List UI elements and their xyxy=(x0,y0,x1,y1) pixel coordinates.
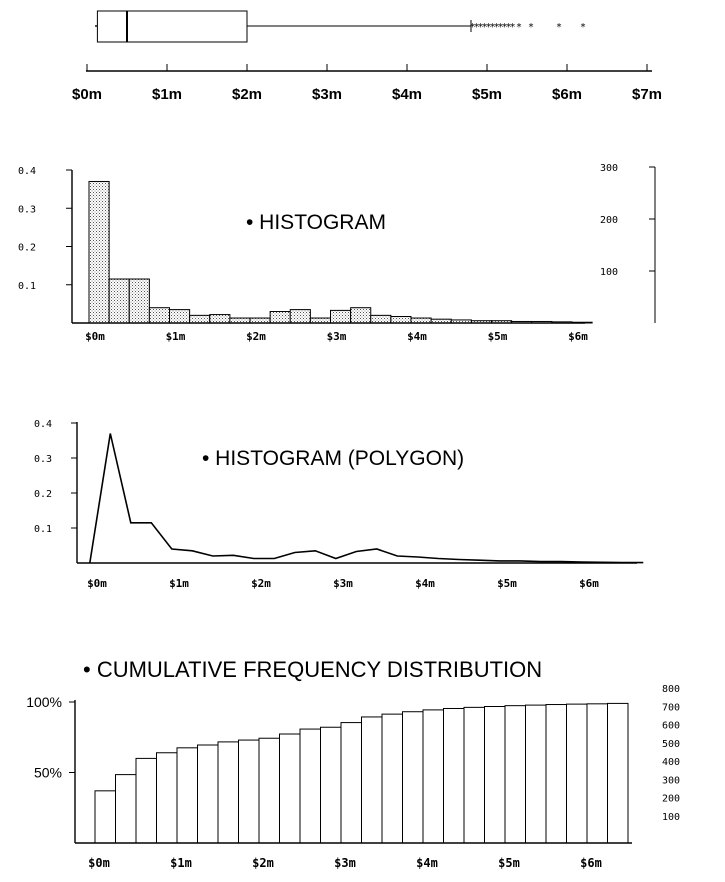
cumulative-right-ticks xyxy=(662,684,680,823)
cumulative-x-ticks xyxy=(88,856,602,870)
boxplot-outlier: * xyxy=(580,22,586,33)
boxplot-outlier: * xyxy=(502,22,508,33)
boxplot-x-tick-label: $6m xyxy=(551,86,583,103)
polygon-x-tick-label: $3m xyxy=(333,577,353,590)
histogram-bar xyxy=(411,318,431,323)
cumulative-bar xyxy=(485,707,506,843)
histogram-bar xyxy=(290,310,310,323)
histogram-bar xyxy=(149,308,169,323)
polygon-y-tick-label: 0.3 xyxy=(34,454,53,465)
cumulative-bar xyxy=(116,775,137,843)
cumulative-bars xyxy=(95,703,628,843)
histogram-x-tick-label: $4m xyxy=(407,330,427,343)
histogram-x-tick-label: $1m xyxy=(165,330,186,343)
histogram-x-tick-label: $6m xyxy=(568,330,588,343)
cumulative-bar xyxy=(239,740,260,843)
histogram-x-tick-label: $0m xyxy=(85,330,105,343)
histogram-bar xyxy=(89,181,109,323)
cumulative-bar xyxy=(608,703,629,843)
histogram-title: • HISTOGRAM xyxy=(246,211,386,234)
histogram-chart xyxy=(18,163,655,343)
histogram-right-tick-label: 300 xyxy=(600,163,619,174)
boxplot-x-tick-label: $3m xyxy=(311,86,343,103)
histogram-y-ticks xyxy=(18,166,72,292)
cumulative-bar xyxy=(464,707,485,843)
cumulative-right-tick-label: 100 xyxy=(662,812,681,823)
cumulative-right-tick-label: 500 xyxy=(662,738,681,750)
histogram-y-tick-label: 0.4 xyxy=(18,166,37,177)
cumulative-bar xyxy=(218,742,239,843)
boxplot-outlier: * xyxy=(506,22,512,33)
cumulative-right-tick-label: 700 xyxy=(662,702,681,714)
histogram-bar xyxy=(371,315,391,323)
cumulative-y-tick-label: 100% xyxy=(26,694,62,710)
histogram-y-tick-label: 0.1 xyxy=(18,280,37,292)
cumulative-right-tick-label: 400 xyxy=(662,757,681,769)
cumulative-right-tick-label: 300 xyxy=(662,775,681,787)
cumulative-x-tick-label: $0m xyxy=(88,856,110,870)
cumulative-right-tick-label: 600 xyxy=(662,720,681,732)
histogram-right-tick-label: 200 xyxy=(600,215,619,226)
histogram-x-tick-label: $3m xyxy=(326,330,347,343)
cumulative-bar xyxy=(382,714,403,843)
cumulative-bar xyxy=(300,729,321,843)
histogram-bar xyxy=(109,279,129,323)
polygon-x-tick-label: $2m xyxy=(251,577,271,590)
cumulative-bar xyxy=(259,738,280,843)
cumulative-right-tick-label: 800 xyxy=(662,684,681,695)
cumulative-bar xyxy=(177,748,198,843)
histogram-x-tick-label: $5m xyxy=(487,330,508,343)
cumulative-y-ticks xyxy=(26,694,75,781)
polygon-y-ticks xyxy=(34,419,77,535)
histogram-bar xyxy=(190,315,210,323)
boxplot-box xyxy=(97,11,247,42)
cumulative-title: • CUMULATIVE FREQUENCY DISTRIBUTION xyxy=(83,657,543,682)
boxplot-outlier: * xyxy=(494,22,500,33)
boxplot-x-tick-label: $2m xyxy=(231,86,263,103)
cumulative-bar xyxy=(280,734,301,843)
cumulative-x-tick-label: $1m xyxy=(170,856,192,870)
cumulative-bar xyxy=(526,705,547,843)
cumulative-bar xyxy=(341,723,362,843)
boxplot-x-tick-label: $5m xyxy=(471,86,503,103)
polygon-x-tick-label: $6m xyxy=(579,577,599,590)
histogram-bar xyxy=(230,318,250,323)
boxplot-outliers xyxy=(470,22,585,33)
cumulative-bar xyxy=(198,745,219,843)
histogram-bar xyxy=(250,318,270,323)
cumulative-x-tick-label: $6m xyxy=(580,856,602,870)
histogram-x-ticks xyxy=(85,330,588,343)
histogram-right-ticks xyxy=(600,163,655,278)
boxplot-x-tick-label: $4m xyxy=(391,86,423,103)
cumulative-bar xyxy=(444,708,465,843)
cumulative-x-tick-label: $3m xyxy=(334,856,356,870)
cumulative-y-tick-label: 50% xyxy=(33,764,62,781)
cumulative-x-tick-label: $5m xyxy=(498,856,520,870)
boxplot-outlier: * xyxy=(482,22,488,33)
boxplot-outlier: * xyxy=(478,22,484,33)
cumulative-bar xyxy=(505,706,526,843)
cumulative-bar xyxy=(403,712,424,843)
polygon-x-tick-label: $4m xyxy=(415,577,435,590)
polygon-x-tick-label: $5m xyxy=(497,577,517,590)
boxplot-chart xyxy=(72,11,662,103)
boxplot-outlier: * xyxy=(474,22,480,33)
polygon-x-tick-label: $0m xyxy=(87,577,107,590)
boxplot-outlier: * xyxy=(528,22,534,33)
histogram-bar xyxy=(270,312,290,323)
boxplot-x-tick-label: $1m xyxy=(151,86,183,103)
boxplot-outlier: * xyxy=(470,22,476,33)
polygon-y-tick-label: 0.4 xyxy=(34,419,53,430)
histogram-bar xyxy=(310,318,330,323)
boxplot-outlier: * xyxy=(510,22,516,33)
cumulative-bar xyxy=(423,710,444,843)
histogram-bar xyxy=(391,316,411,323)
histogram-bar xyxy=(351,308,371,323)
cumulative-chart xyxy=(26,657,680,870)
boxplot-x-tick-label: $0m xyxy=(71,86,103,103)
cumulative-x-tick-label: $2m xyxy=(252,856,274,870)
boxplot-x-tick-label: $7m xyxy=(631,86,663,103)
histogram-bar xyxy=(170,310,190,323)
polygon-title: • HISTOGRAM (POLYGON) xyxy=(202,447,465,470)
boxplot-outlier: * xyxy=(516,22,522,33)
histogram-right-tick-label: 100 xyxy=(600,267,619,278)
cumulative-bar xyxy=(157,753,178,843)
histogram-y-tick-label: 0.2 xyxy=(18,242,37,254)
cumulative-bar xyxy=(321,727,342,843)
cumulative-bar xyxy=(95,791,116,843)
boxplot-outlier: * xyxy=(486,22,492,33)
cumulative-bar xyxy=(136,758,157,843)
histogram-y-tick-label: 0.3 xyxy=(18,204,37,216)
histogram-bars xyxy=(89,181,592,323)
polygon-y-tick-label: 0.1 xyxy=(34,524,53,535)
boxplot-outlier: * xyxy=(556,22,562,33)
cumulative-right-tick-label: 200 xyxy=(662,793,681,805)
histogram-bar xyxy=(210,315,230,323)
cumulative-x-tick-label: $4m xyxy=(416,856,438,870)
histogram-x-tick-label: $2m xyxy=(246,330,266,343)
histogram-bar xyxy=(331,310,351,323)
polygon-chart xyxy=(34,419,643,590)
polygon-y-tick-label: 0.2 xyxy=(34,489,53,500)
cumulative-bar xyxy=(546,705,567,843)
polygon-x-ticks xyxy=(87,577,599,590)
boxplot-outlier: * xyxy=(498,22,504,33)
histogram-bar xyxy=(129,279,149,323)
cumulative-bar xyxy=(362,717,383,843)
boxplot-x-ticks xyxy=(72,64,662,103)
cumulative-bar xyxy=(587,704,608,843)
cumulative-bar xyxy=(567,704,588,843)
polygon-x-tick-label: $1m xyxy=(169,577,189,590)
boxplot-outlier: * xyxy=(490,22,496,33)
